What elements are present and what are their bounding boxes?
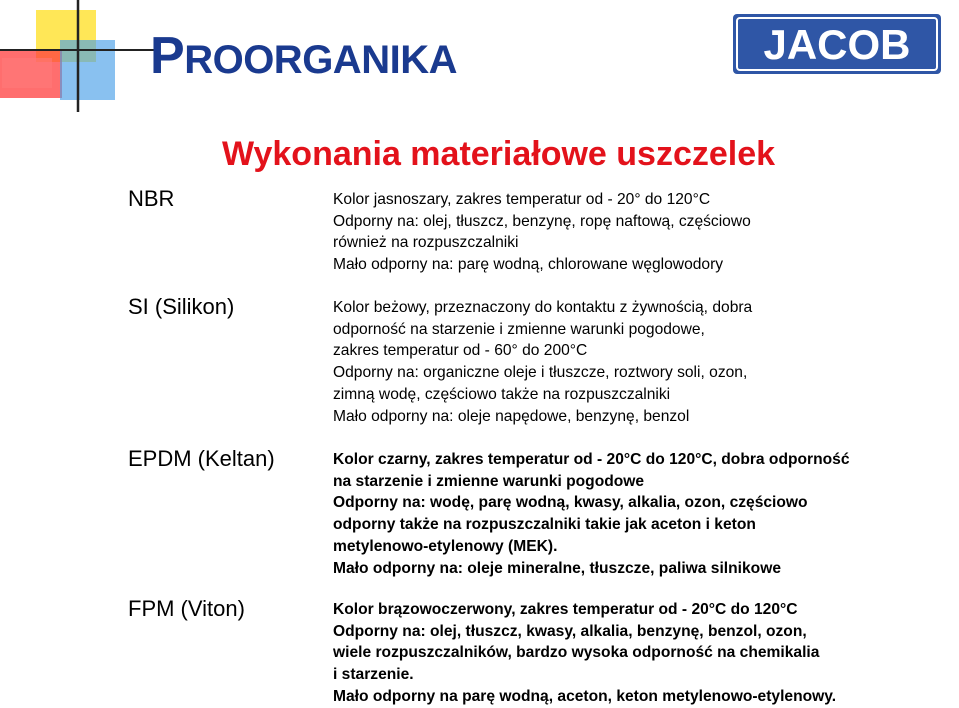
description-line: zakres temperatur od - 60° do 200°C — [333, 342, 588, 360]
material-name: FPM (Viton) — [128, 596, 245, 621]
description-line: i starzenie. — [333, 666, 414, 684]
description-line: Odporny na: organiczne oleje i tłuszcze, roztwory soli, ozon, — [333, 364, 748, 382]
jacob-logo — [733, 14, 941, 74]
material-description — [333, 189, 933, 276]
description-line: Mało odporny na: parę wodną, chlorowane węglowodory — [333, 256, 724, 274]
description-line: Odporny na: olej, tłuszcz, benzynę, ropę naftową, częściowo — [333, 212, 751, 230]
jacob-logo-text: JACOB — [763, 21, 911, 68]
description-line: zimną wodę, częściowo także na rozpuszczalniki — [333, 385, 671, 403]
material-name: EPDM (Keltan) — [128, 446, 275, 471]
description-line: Kolor beżowy, przeznaczony do kontaktu z żywnością, dobra — [333, 299, 753, 316]
description-line: Odporny na: wodę, parę wodną, kwasy, alkalia, ozon, częściowo — [333, 494, 808, 512]
description-line: wiele rozpuszczalników, bardzo wysoka odporność na chemikalia — [333, 644, 820, 662]
description-line: metylenowo-etylenowy (MEK). — [333, 537, 558, 555]
description-line: Kolor brązowoczerwony, zakres temperatur od - 20°C do 120°C — [333, 601, 798, 618]
corner-decoration — [0, 0, 160, 120]
material-description — [333, 599, 933, 708]
brand-logo — [150, 27, 457, 85]
material-name: SI (Silikon) — [128, 294, 235, 319]
material-description — [333, 297, 933, 427]
description-line: również na rozpuszczalniki — [333, 234, 519, 252]
description-line: odporność na starzenie i zmienne warunki pogodowe, — [333, 320, 705, 338]
description-line: Mało odporny na: oleje napędowe, benzynę, benzol — [333, 407, 690, 425]
material-description — [333, 449, 933, 579]
description-line: Kolor czarny, zakres temperatur od - 20°C do 120°C, dobra odporność — [333, 451, 850, 468]
brand-logo-text: ROORGANIKA — [184, 38, 457, 82]
description-line: Odporny na: olej, tłuszcz, kwasy, alkalia, benzynę, benzol, ozon, — [333, 622, 807, 640]
description-line: Mało odporny na parę wodną, aceton, keton metylenowo-etylenowy. — [333, 687, 837, 705]
description-line: na starzenie i zmienne warunki pogodowe — [333, 472, 645, 490]
description-line: Mało odporny na: oleje mineralne, tłuszcze, paliwa silnikowe — [333, 559, 781, 577]
page-title: Wykonania materiałowe uszczelek — [222, 135, 776, 173]
description-line: Kolor jasnoszary, zakres temperatur od - 20° do 120°C — [333, 191, 711, 208]
description-line: odporny także na rozpuszczalniki takie jak aceton i keton — [333, 516, 756, 534]
material-name: NBR — [128, 186, 175, 211]
brand-logo-initial: P — [150, 27, 185, 85]
